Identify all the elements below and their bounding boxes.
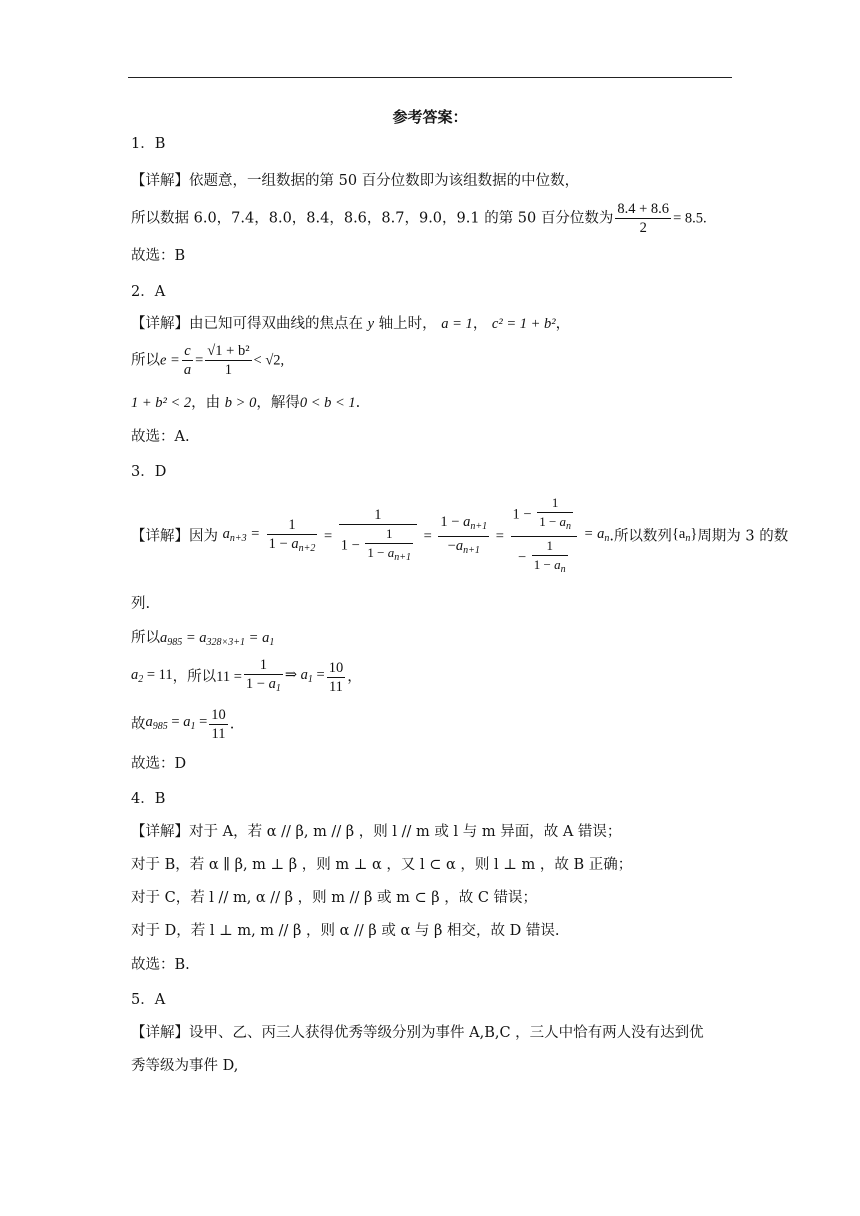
- q3-seq-open: {a: [671, 526, 686, 542]
- q2-ineq: 1 + b² < 2: [131, 395, 192, 411]
- q2-eq-a: a = 1: [441, 316, 473, 332]
- q3-seq-n: n: [685, 533, 691, 544]
- q2-by: ，由: [191, 395, 221, 411]
- q1-frac-num: 8.4 + 8.6: [617, 201, 670, 217]
- q4-line-a: 【详解】对于 A，若 α // β, m // β ，则 l // m 或 l 与 m 异面，故 A 错误；: [131, 824, 622, 840]
- q2-detail-text-2: 轴上时，: [378, 316, 437, 332]
- q3-eleven-2: 11: [209, 724, 228, 743]
- q1-detail: 【详解】依题意，一组数据的第 50 百分位数即为该组数据的中位数，: [131, 173, 580, 189]
- q2-lt-sqrt2: < √2,: [253, 352, 285, 369]
- q3-period-text: 周期为 3 的数: [697, 528, 789, 545]
- q3-wrap: 列.: [131, 596, 151, 612]
- q2-sqrt-expr: 1 + b²: [215, 343, 250, 359]
- q3-frac-4: 1 − $\frac{1}{1 - a_n}$ − $\frac{1}{1 - a_n}$: [511, 494, 578, 579]
- q2-frac-sqrt: [205, 342, 251, 379]
- q3-frac-a1: $\frac{1}{1 - a_1}$: [244, 656, 283, 698]
- q3-eleven-eq: 11 =: [216, 669, 242, 685]
- q3-a-n3: $a_{n+3}$ =: [222, 526, 261, 544]
- q2-eq-c: c² = 1 + b²: [491, 316, 556, 332]
- q4-header: 4．B: [131, 791, 166, 807]
- q5-line-1: 【详解】设甲、乙、丙三人获得优秀等级分别为事件 A,B,C ，三人中恰有两人没有达到优: [131, 1025, 704, 1041]
- q3-frac-2: 1 1 − $\frac{1}{1 - a_{n+1}}$: [339, 506, 417, 567]
- q2-comma-2: ，: [555, 316, 571, 332]
- q1-answer: 故选：B: [131, 248, 186, 264]
- q2-solve-text: ，解得: [256, 395, 300, 411]
- q3-conclusion: 故$a_{985} = a_1$ = $\frac{10}{11}$ .: [131, 707, 235, 742]
- q3-ten-2: 10: [211, 707, 226, 723]
- q3-header: 3．D: [131, 464, 167, 480]
- q2-b-pos: b > 0: [224, 395, 257, 411]
- q1-header: 1．B: [131, 136, 166, 152]
- q2-var-y: y: [367, 316, 375, 332]
- q2-comma: ，: [472, 316, 488, 332]
- q3-so-sequence: 所以数列: [613, 528, 672, 545]
- q3-a985: [131, 628, 274, 653]
- q1-result: = 8.5.: [673, 210, 707, 227]
- q5-line-2: 秀等级为事件 D,: [131, 1058, 239, 1074]
- q4-answer: 故选：B.: [131, 957, 190, 973]
- q2-frac-one: 1: [205, 360, 251, 379]
- q2-solve: [131, 393, 360, 413]
- q2-so: 所以: [131, 352, 160, 369]
- q4-line-c: 对于 C，若 l // m, α // β ，则 m // β 或 m ⊂ β ，故 C 错误；: [131, 890, 538, 906]
- q2-eccentricity: 所以e = $\frac{c}{a}$ = $\frac{\text{√1 + b²}}{1}$ < √2,: [131, 343, 285, 378]
- q3-a2-eq: $a_2 = 11$: [131, 666, 173, 685]
- q3-hence: 故: [131, 716, 146, 733]
- q1-calc-text: 所以数据 6.0，7.4，8.0，8.4，8.6，8.7，9.0，9.1 的第 50 百分位数为: [131, 210, 614, 227]
- q3-conc-expr: $a_{985} = a_1$ =: [145, 714, 208, 732]
- q2-answer: 故选：A.: [131, 429, 190, 445]
- q3-answer: 故选：D: [131, 756, 187, 772]
- q4-line-b: 对于 B，若 α ∥ β, m ⊥ β ，则 m ⊥ α ，又 l ⊂ α ，则 l ⊥ m ，故 B 正确；: [131, 857, 633, 873]
- q2-detail-text: 【详解】由已知可得双曲线的焦点在: [131, 316, 363, 332]
- q2-frac-a: a: [183, 362, 192, 378]
- q2-detail: [131, 314, 570, 334]
- q3-derivation: 【详解】因为 $a_{n+3}$ = $\frac{1}{1 - a_{n+2}}$ = 1 1 − $\frac{1}{1 - a_{n+1}}$ = $\frac{1 - a_{n+1}}{-a_{n+1}}$ = 1 − $\frac{1}{1 - a_n}$ − $\frac{1}{1 - a_n}$ = $a_n$.所以数列$\{a_n\}$周期为 3 的数: [131, 494, 788, 574]
- q3-frac-3: $\frac{1 - a_{n+1}}{-a_{n+1}}$: [438, 513, 489, 560]
- q3-eq-an: = $a_n$: [583, 526, 610, 544]
- q2-frac-c: c: [184, 343, 191, 359]
- page-title: 参考答案：: [392, 108, 468, 126]
- q5-header: 5．A: [131, 992, 166, 1008]
- q1-frac-den: 2: [615, 218, 671, 237]
- q3-seq-close: }: [690, 526, 698, 542]
- q2-header: 2．A: [131, 284, 166, 300]
- q2-period: .: [355, 395, 361, 411]
- q3-frac-1: $\frac{1}{1 - a_{n+2}}$: [267, 516, 318, 558]
- q3-a2: [131, 656, 362, 696]
- q3-eleven: 11: [327, 677, 346, 696]
- q2-sqrt: √1 + b²: [207, 343, 250, 359]
- q3-because: 【详解】因为: [131, 528, 218, 545]
- q2-range: 0 < b < 1: [299, 395, 356, 411]
- q3-seq: [672, 526, 697, 542]
- q4-line-d: 对于 D，若 l ⊥ m, m // β ，则 α // β 或 α 与 β 相交，故 D 错误.: [131, 923, 560, 939]
- q3-comma: ，: [347, 669, 362, 685]
- header-rule: [128, 77, 732, 78]
- q3-implies: ⇒ $a_1$ =: [284, 666, 325, 685]
- q3-ten: 10: [328, 659, 344, 676]
- q3-a985-expr: $a_{985} = a_{328\times 3+1} = a_1$: [160, 630, 275, 648]
- q3-so-3: ，所以: [172, 669, 217, 685]
- q2-e-eq: e =: [160, 352, 180, 369]
- q3-frac-conc: [209, 706, 228, 743]
- q3-so-2: 所以: [131, 630, 160, 646]
- q2-frac-ca: [182, 342, 193, 379]
- q3-frac-10-11: [327, 659, 346, 696]
- q1-calculation: [131, 200, 707, 240]
- q1-fraction: [615, 200, 671, 237]
